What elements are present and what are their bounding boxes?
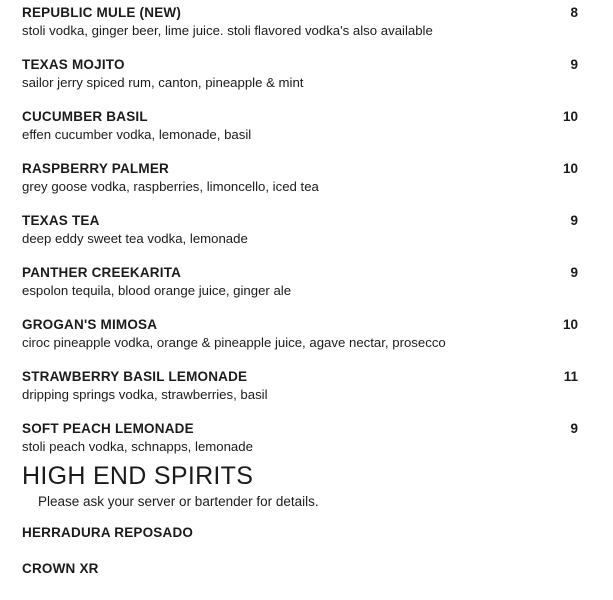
item-name: PANTHER CREEKARITA bbox=[22, 265, 182, 280]
item-price: 10 bbox=[562, 317, 578, 332]
item-name: CUCUMBER BASIL bbox=[22, 109, 148, 124]
item-name: REPUBLIC MULE (NEW) bbox=[22, 5, 182, 20]
item-description: dripping springs vodka, strawberries, basil bbox=[22, 387, 268, 402]
item-price: 9 bbox=[570, 421, 578, 436]
item-description: espolon tequila, blood orange juice, ginger ale bbox=[22, 283, 292, 298]
section-title-high-end-spirits: HIGH END SPIRITS bbox=[22, 462, 254, 490]
menu-item bbox=[22, 108, 578, 143]
item-price: 11 bbox=[563, 369, 578, 384]
item-description: deep eddy sweet tea vodka, lemonade bbox=[22, 231, 248, 246]
section-subtitle: Please ask your server or bartender for details. bbox=[38, 494, 319, 509]
item-price: 10 bbox=[562, 161, 578, 176]
item-price: 9 bbox=[570, 213, 578, 228]
item-description: stoli vodka, ginger beer, lime juice. stoli flavored vodka's also available bbox=[22, 23, 433, 38]
menu-item bbox=[22, 56, 578, 91]
menu-item bbox=[22, 368, 578, 403]
menu-item bbox=[22, 4, 578, 39]
item-description: stoli peach vodka, schnapps, lemonade bbox=[22, 439, 253, 454]
item-name: RASPBERRY PALMER bbox=[22, 161, 169, 176]
item-price: 10 bbox=[562, 109, 578, 124]
item-price: 9 bbox=[570, 265, 578, 280]
item-description: sailor jerry spiced rum, canton, pineapple & mint bbox=[22, 75, 304, 90]
menu-item bbox=[22, 160, 578, 195]
item-name: TEXAS MOJITO bbox=[22, 57, 125, 72]
menu-item bbox=[22, 420, 578, 455]
item-description: effen cucumber vodka, lemonade, basil bbox=[22, 127, 252, 142]
menu-item bbox=[22, 264, 578, 299]
item-name: SOFT PEACH LEMONADE bbox=[22, 421, 194, 436]
item-price: 8 bbox=[570, 5, 578, 20]
spirit-item-crown-xr: CROWN XR bbox=[22, 561, 99, 576]
item-name: STRAWBERRY BASIL LEMONADE bbox=[22, 369, 248, 384]
menu-item bbox=[22, 316, 578, 351]
item-name: TEXAS TEA bbox=[22, 213, 100, 228]
item-description: grey goose vodka, raspberries, limoncello, iced tea bbox=[22, 179, 319, 194]
item-description: ciroc pineapple vodka, orange & pineapple juice, agave nectar, prosecco bbox=[22, 335, 446, 350]
menu-item bbox=[22, 212, 578, 247]
item-price: 9 bbox=[570, 57, 578, 72]
spirit-item-herradura-reposado: HERRADURA REPOSADO bbox=[22, 525, 194, 540]
item-name: GROGAN'S MIMOSA bbox=[22, 317, 158, 332]
